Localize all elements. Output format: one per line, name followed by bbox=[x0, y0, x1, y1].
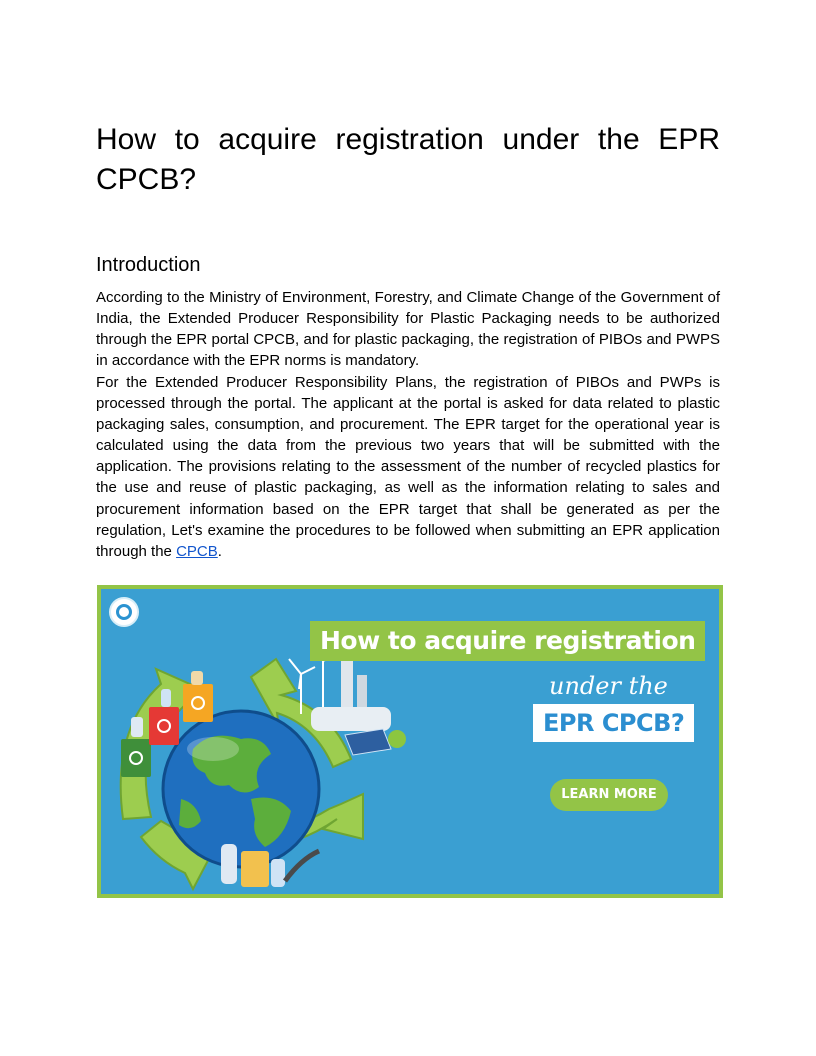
cpcb-link[interactable]: CPCB bbox=[176, 542, 218, 560]
solar-panel-icon bbox=[345, 729, 406, 755]
globe-icon bbox=[163, 711, 319, 867]
intro-paragraph-2 bbox=[96, 372, 720, 562]
paragraph-2-end: . bbox=[217, 542, 222, 560]
banner-title-line1: How to acquire registration bbox=[310, 621, 705, 661]
company-logo-icon bbox=[109, 597, 139, 627]
page-title-line1: How to acquire registration under the EPR bbox=[96, 123, 720, 156]
intro-paragraph-1: According to the Ministry of Environment, Forestry, and Climate Change of the Government of India, the Extended Producer Responsibility for Plastic Packaging needs to be authorized through the EPR portal CPCB, and for plastic packaging, the registration of PIBOs and PWPS in accordance with the EPR norms is mandatory. bbox=[96, 289, 720, 370]
banner-title-line3: EPR CPCB? bbox=[533, 704, 694, 742]
page-title bbox=[96, 120, 720, 200]
page-title-line2: CPCB? bbox=[96, 163, 197, 196]
section-heading-introduction: Introduction bbox=[96, 254, 201, 276]
banner-title-line2: under the bbox=[549, 672, 668, 700]
learn-more-button[interactable]: LEARN MORE bbox=[550, 779, 668, 811]
promo-banner-image[interactable] bbox=[97, 585, 723, 898]
paragraph-2-text: For the Extended Producer Responsibility Plans, the registration of PIBOs and PWPs is processed through the portal. The applicant at the portal is asked for data related to plastic packaging sales, consumption, and procurement. The EPR target for the operational year is calculated using the data from the previous two years that will be submitted with the application. The provisions relating to the assessment of the number of recycled plastics for the use and reuse of plastic packaging, as well as the information relating to sales and procurement information based on the EPR target that shall be generated as per the regulation, Let's examine the procedures to be followed when submitting an EPR application through the bbox=[96, 374, 720, 560]
